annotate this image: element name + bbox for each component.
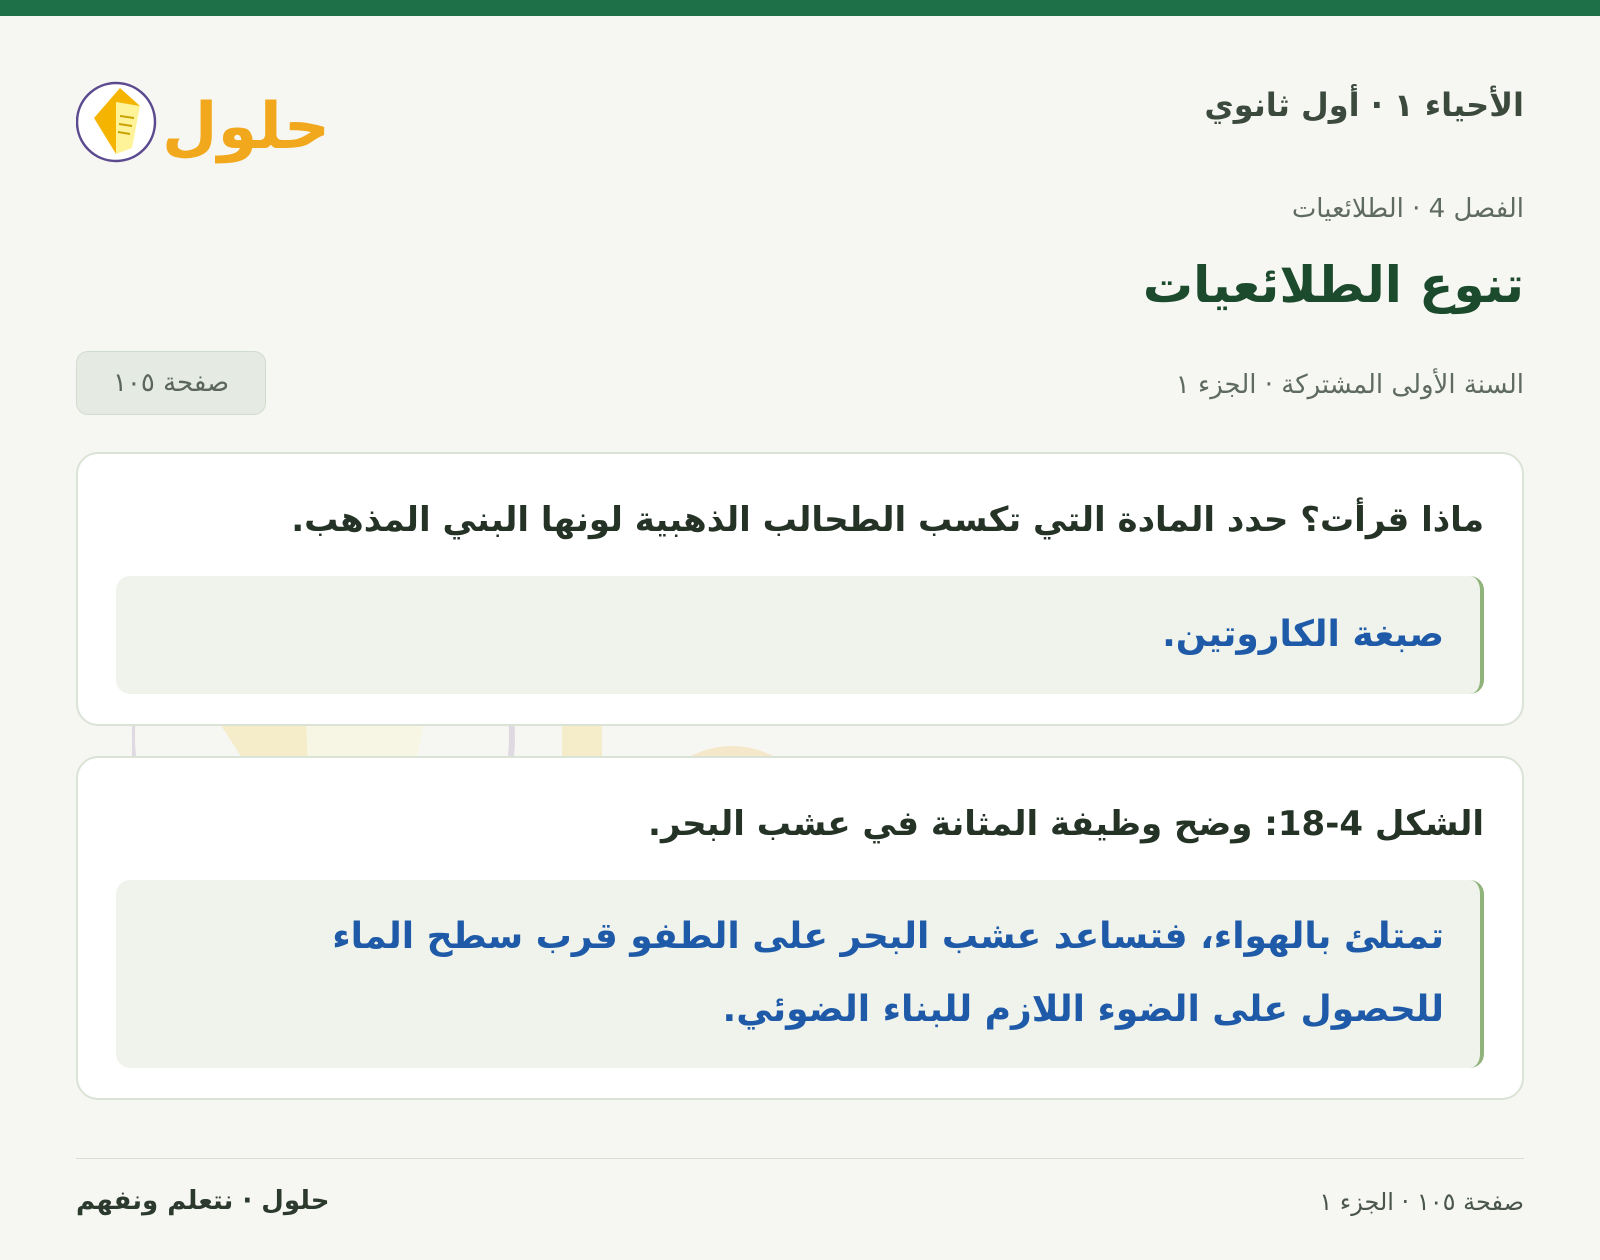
- answer-line: صبغة الكاروتين.: [1162, 614, 1444, 655]
- footer-divider: [76, 1158, 1524, 1159]
- top-accent-bar: [0, 0, 1600, 16]
- book-title: الأحياء ١ · أول ثانوي: [1204, 86, 1524, 124]
- qa-card: [76, 452, 1524, 726]
- lesson-title: تنوع الطلائعيات: [1142, 256, 1524, 314]
- hulul-logo[interactable]: [76, 66, 336, 176]
- answer-box: [116, 576, 1484, 694]
- question-text: الشكل 4-18: وضح وظيفة المثانة في عشب البحر.: [648, 804, 1484, 844]
- question-text: ماذا قرأت؟ حدد المادة التي تكسب الطحالب الذهبية لونها البني المذهب.: [291, 500, 1484, 540]
- logo-text: حلول: [162, 90, 330, 164]
- page-badge: صفحة ١٠٥: [76, 351, 266, 415]
- answer-line: للحصول على الضوء اللازم للبناء الضوئي.: [722, 989, 1444, 1030]
- footer-brand: حلول · نتعلم ونفهم: [76, 1186, 330, 1216]
- lesson-meta: السنة الأولى المشتركة · الجزء ١: [1175, 370, 1524, 400]
- footer-page-info: صفحة ١٠٥ · الجزء ١: [1319, 1188, 1524, 1216]
- chapter-breadcrumb: الفصل 4 · الطلائعيات: [1291, 194, 1524, 224]
- page: [76, 16, 1524, 1260]
- qa-card: [76, 756, 1524, 1100]
- page-header: [76, 56, 1524, 176]
- answer-line: تمتلئ بالهواء، فتساعد عشب البحر على الطفو قرب سطح الماء: [332, 916, 1444, 957]
- answer-box: [116, 880, 1484, 1068]
